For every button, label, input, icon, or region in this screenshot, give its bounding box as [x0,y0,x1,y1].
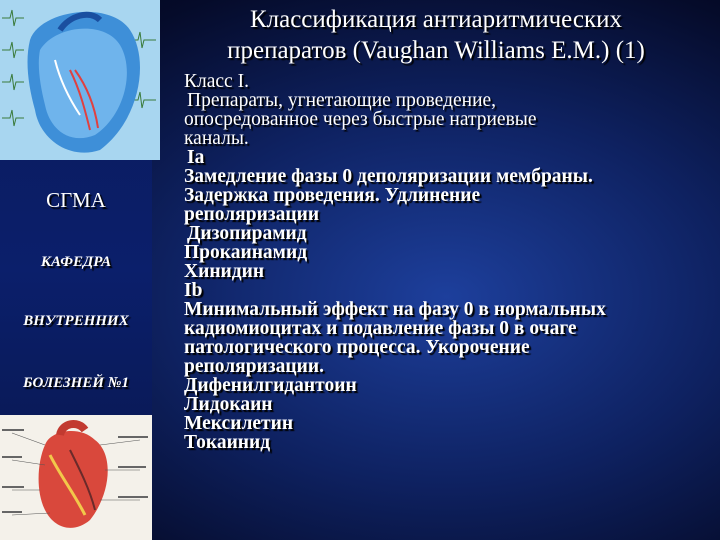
content-line: Минимальный эффект на фазу 0 в нормальных [184,299,606,320]
content-line: Ia [187,147,205,168]
content-line: Класс I. [184,71,249,92]
content-line: Дифенилгидантоин [184,375,357,396]
content-line: реполяризации [184,204,320,225]
content-line: Замедление фазы 0 деполяризации мембраны. [184,166,593,187]
content-line: каналы. [184,128,249,149]
content-line: опосредованное через быстрые натриевые [184,109,537,130]
heart-anatomy-image [0,415,152,540]
content-line: Задержка проведения. Удлинение [184,185,481,206]
content-text [184,72,714,452]
content-line: Лидокаин [184,394,273,415]
title-line-1: Классификация антиаритмических [249,6,623,33]
content-line: Дизопирамид [187,223,307,244]
content-line: Токаинид [184,432,271,453]
content-line: патологического процесса. Укорочение [184,337,530,358]
heart-diagram-image [0,0,160,160]
content-line: Препараты, угнетающие проведение, [187,90,497,111]
department-label-2: ВНУТРЕННИХ [23,313,129,329]
content-line: кадиомиоцитах и подавление фазы 0 в очаге [184,318,577,339]
content-line: Ib [184,280,203,301]
slide-title [156,4,716,66]
content-line: Прокаинамид [184,242,308,263]
org-label: СГМА [46,188,106,212]
department-label-1: КАФЕДРА [40,254,112,270]
content-line: Хинидин [184,261,265,282]
content-line: реполяризации. [184,356,324,377]
title-line-2: препаратов (Vaughan Williams E.M.) (1) [227,37,645,64]
department-label-3: БОЛЕЗНЕЙ №1 [22,375,130,391]
content-line: Мексилетин [184,413,294,434]
sidebar [0,0,152,540]
